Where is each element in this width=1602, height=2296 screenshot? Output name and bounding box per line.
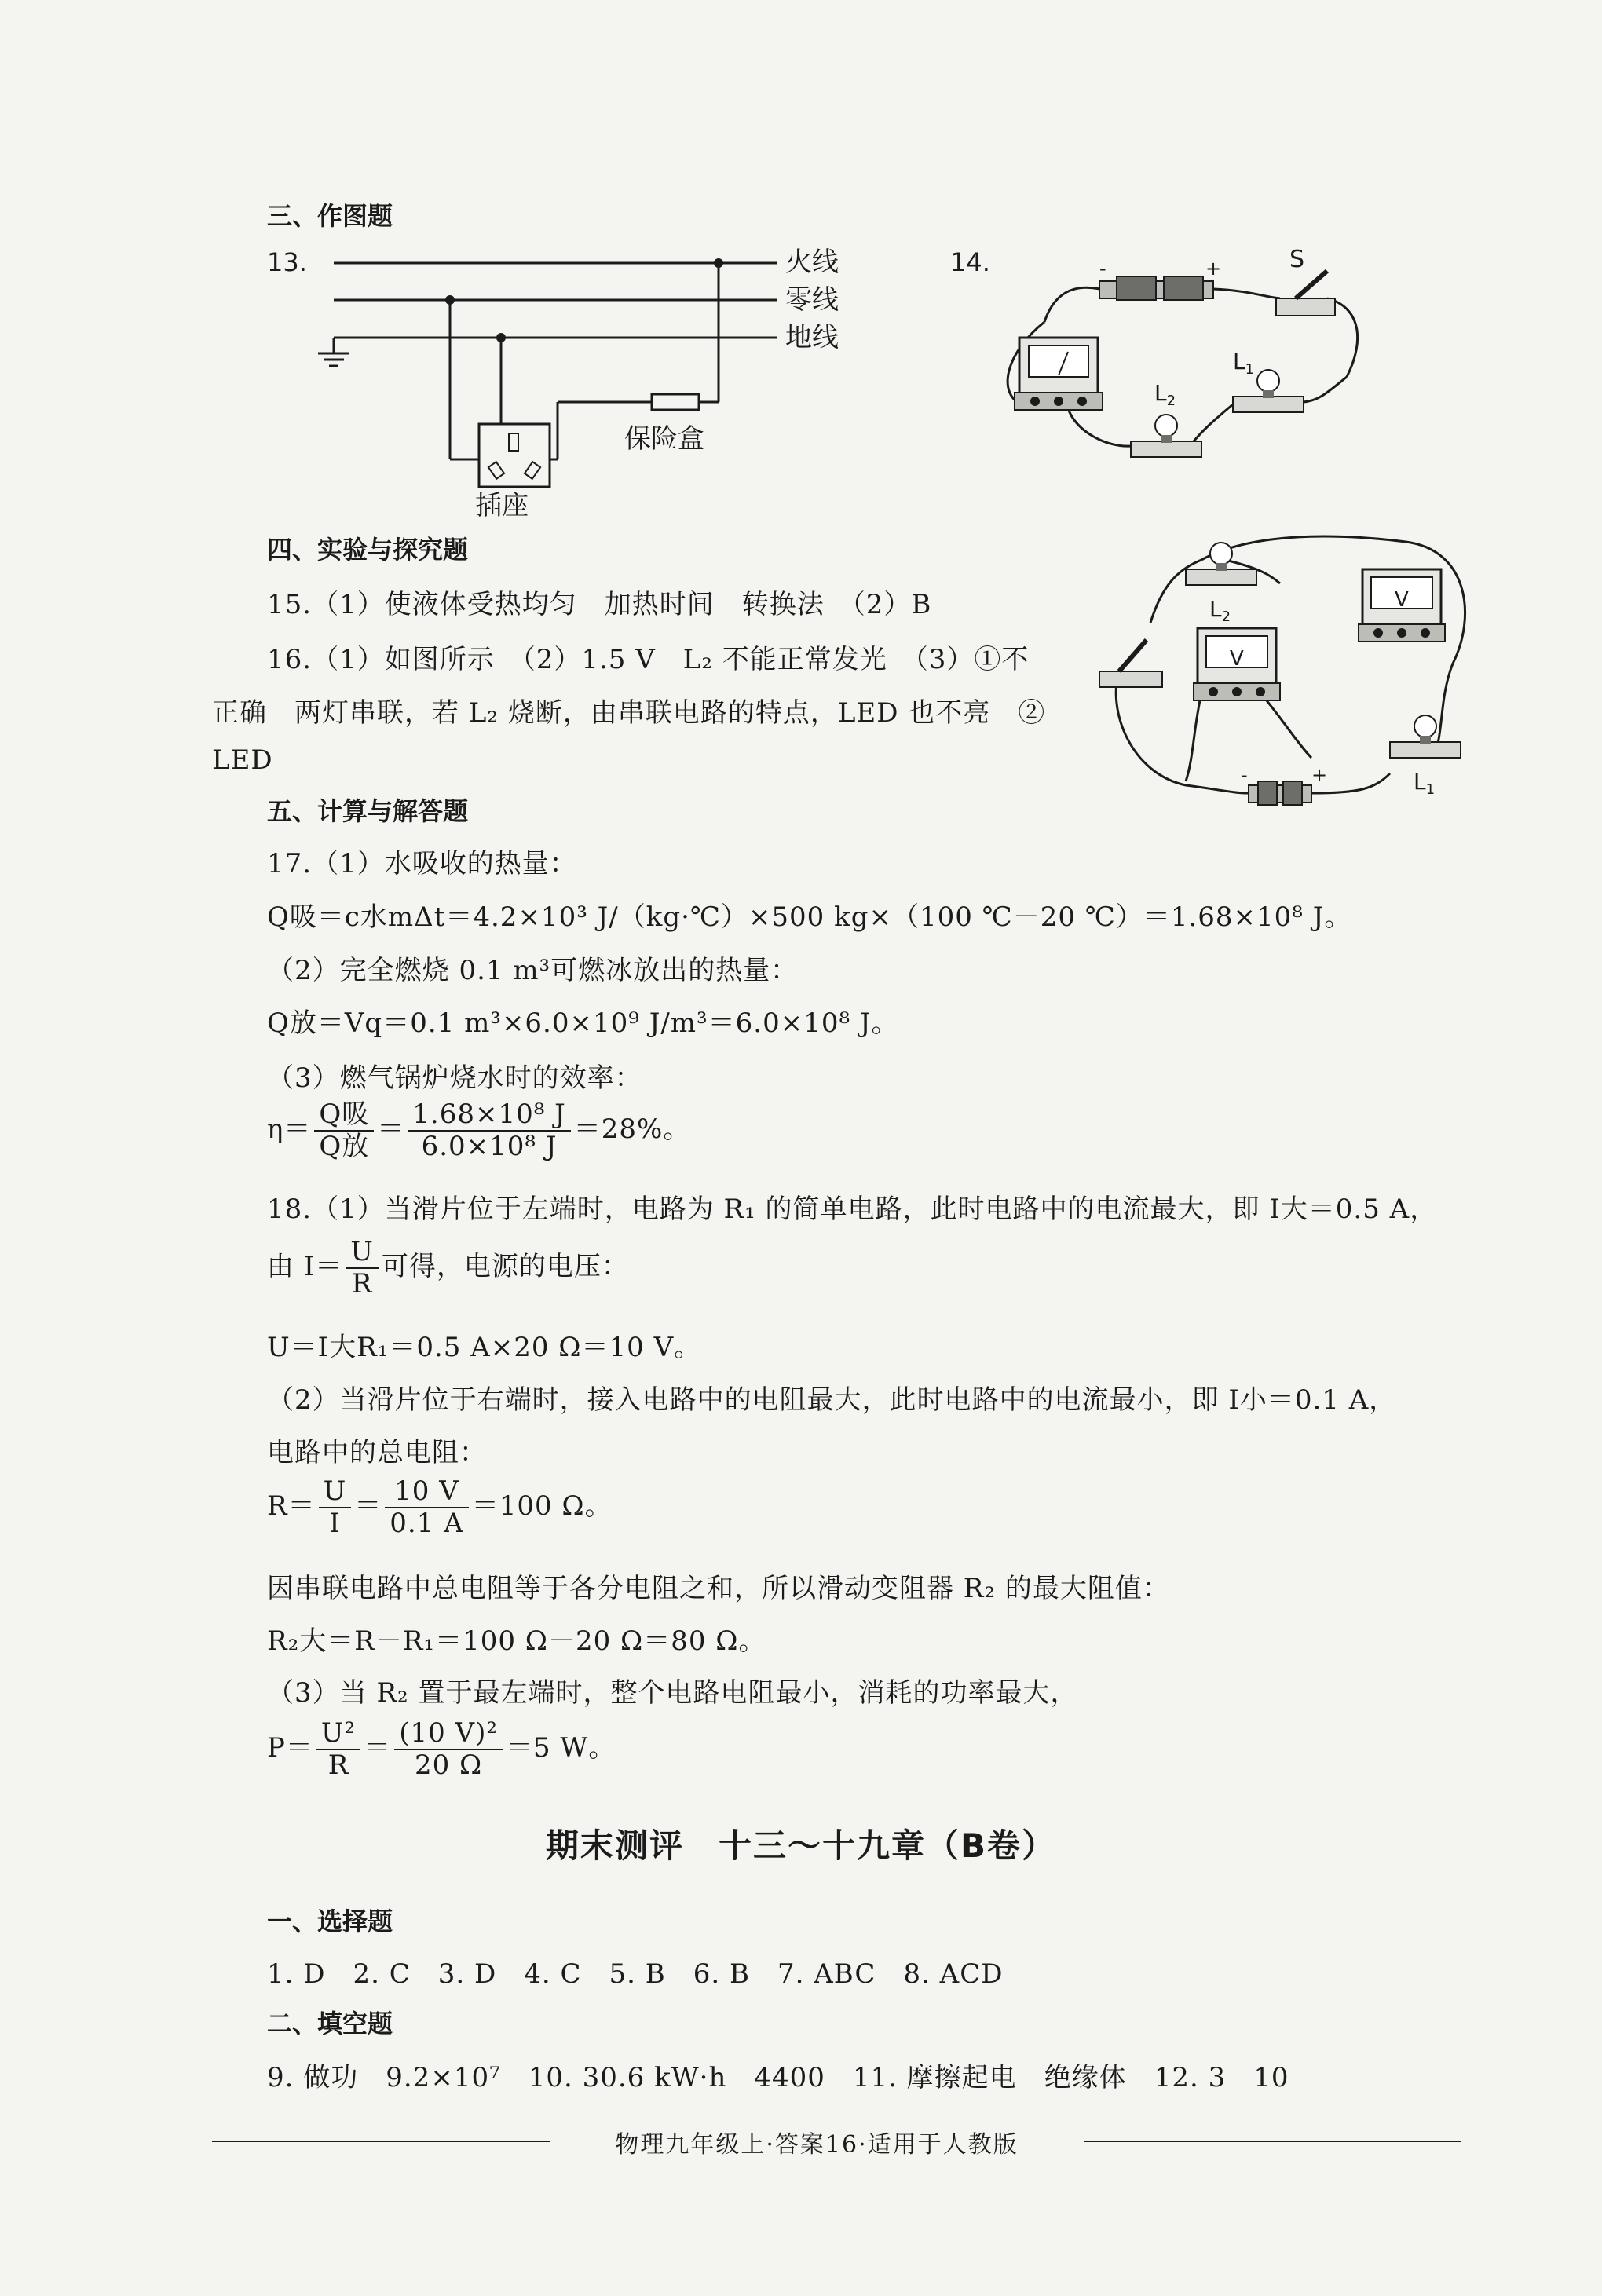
q16-voltmeter-symbol-2: V — [1395, 588, 1409, 612]
answer-q17-line3: （2）完全燃烧 0.1 m³可燃冰放出的热量： — [267, 955, 799, 986]
answer-q18-voltage: U＝I大R₁＝0.5 A×20 Ω＝10 V。 — [267, 1332, 702, 1363]
section-heading-experiment: 四、实验与探究题 — [267, 535, 469, 565]
q16-battery-minus: - — [1241, 764, 1248, 786]
label-fuse-box: 保险盒 — [624, 423, 704, 455]
answer-q18-power: P＝ $\frac{\text{U²}}{R}$ ＝ $\frac{\text{(10 V)²}}{20 \Omega}$ ＝5 W。 — [267, 1717, 616, 1782]
section-heading-choice: 一、选择题 — [267, 1907, 393, 1936]
answers-choice: 1. D 2. C 3. D 4. C 5. B 6. B 7. ABC 8. ACD — [267, 1958, 1004, 1990]
q16-battery-plus: + — [1311, 764, 1328, 786]
answer-q17-line1: 17.（1）水吸收的热量： — [267, 848, 577, 879]
q16-circuit-figure — [1076, 522, 1484, 836]
section-heading-fill: 二、填空题 — [267, 2009, 393, 2038]
q14-l1-label: $L_1$ — [1233, 349, 1255, 378]
q14-battery-plus: + — [1205, 258, 1222, 280]
answer-q16-line3: LED — [212, 744, 273, 776]
label-live-wire: 火线 — [785, 247, 839, 278]
answer-q17-line4: Q放＝Vq＝0.1 m³×6.0×10⁹ J/m³＝6.0×10⁸ J。 — [267, 1007, 899, 1039]
answer-q18-line5: 电路中的总电阻： — [267, 1437, 487, 1468]
q13-wiring-diagram — [259, 236, 887, 518]
answer-q18-line1: 18.（1）当滑片位于左端时，电路为 R₁ 的简单电路，此时电路中的电流最大，即 I大＝0.5 A， — [267, 1194, 1438, 1225]
q16-voltmeter-symbol-1: V — [1230, 647, 1244, 671]
answer-q18-line4: （2）当滑片位于右端时，接入电路中的电阻最大，此时电路中的电流最小，即 I小＝0.1 A， — [267, 1384, 1397, 1416]
section-heading-drawing: 三、作图题 — [267, 201, 393, 231]
q16-l1-label: $L_1$ — [1414, 769, 1436, 798]
answer-q16-line1: 16.（1）如图所示 （2）1.5 V L₂ 不能正常发光 （3）①不 — [267, 644, 1030, 675]
label-ground-wire: 地线 — [785, 322, 839, 353]
q14-battery-minus: - — [1099, 258, 1106, 280]
label-socket: 插座 — [475, 490, 529, 518]
answer-q17-line2: Q吸＝c水mΔt＝4.2×10³ J/（kg·℃）×500 kg×（100 ℃－20 ℃）＝1.68×10⁸ J。 — [267, 901, 1352, 933]
answer-q18-ohms-law: 由 I＝ $\frac{U}{R}$ 可得，电源的电压： — [267, 1236, 629, 1300]
answers-fill: 9. 做功 9.2×10⁷ 10. 30.6 kW·h 4400 11. 摩擦起电 绝缘体 12. 3 10 — [267, 2062, 1289, 2093]
q14-l2-label: $L_2$ — [1154, 380, 1176, 409]
answer-q18-line7: 因串联电路中总电阻等于各分电阻之和，所以滑动变阻器 R₂ 的最大阻值： — [267, 1573, 1170, 1604]
answer-q17-line5: （3）燃气锅炉烧水时的效率： — [267, 1062, 642, 1094]
answer-q16-line2: 正确 两灯串联，若 L₂ 烧断，由串联电路的特点，LED 也不亮 ② — [212, 697, 1046, 729]
q14-switch-label: S — [1289, 246, 1305, 273]
q14-circuit-diagram — [950, 236, 1374, 487]
q14-number: 14. — [950, 247, 990, 277]
answer-q18-total-resistance: R＝ $\frac{U}{I}$ ＝ $\frac{10 V}{0.1 A}$ ＝100 Ω。 — [267, 1475, 613, 1540]
answer-q15: 15.（1）使液体受热均匀 加热时间 转换法 （2）B — [267, 589, 932, 620]
answer-q18-line9: （3）当 R₂ 置于最左端时，整个电路电阻最小，消耗的功率最大， — [267, 1677, 1078, 1709]
answer-q17-efficiency-formula: η＝ $\frac{\text{Q吸}}{\text{Q放}}$ ＝ $\frac{\text{1.68×10⁸ J}}{\text{6.0×10⁸ J}}$ ＝28%。 — [267, 1099, 691, 1163]
answer-q18-line8: R₂大＝R－R₁＝100 Ω－20 Ω＝80 Ω。 — [267, 1625, 766, 1657]
label-neutral-wire: 零线 — [785, 284, 839, 316]
section-heading-calculation: 五、计算与解答题 — [267, 796, 469, 826]
q13-number: 13. — [267, 247, 307, 277]
footer-rule-right — [1084, 2141, 1461, 2142]
exam-title: 期末测评 十三～十九章（B卷） — [545, 1826, 1056, 1865]
footer-rule-left — [212, 2141, 550, 2142]
q16-l2-label: $L_2$ — [1209, 596, 1231, 625]
footer-text: 物理九年级上·答案16·适用于人教版 — [615, 2131, 1019, 2159]
